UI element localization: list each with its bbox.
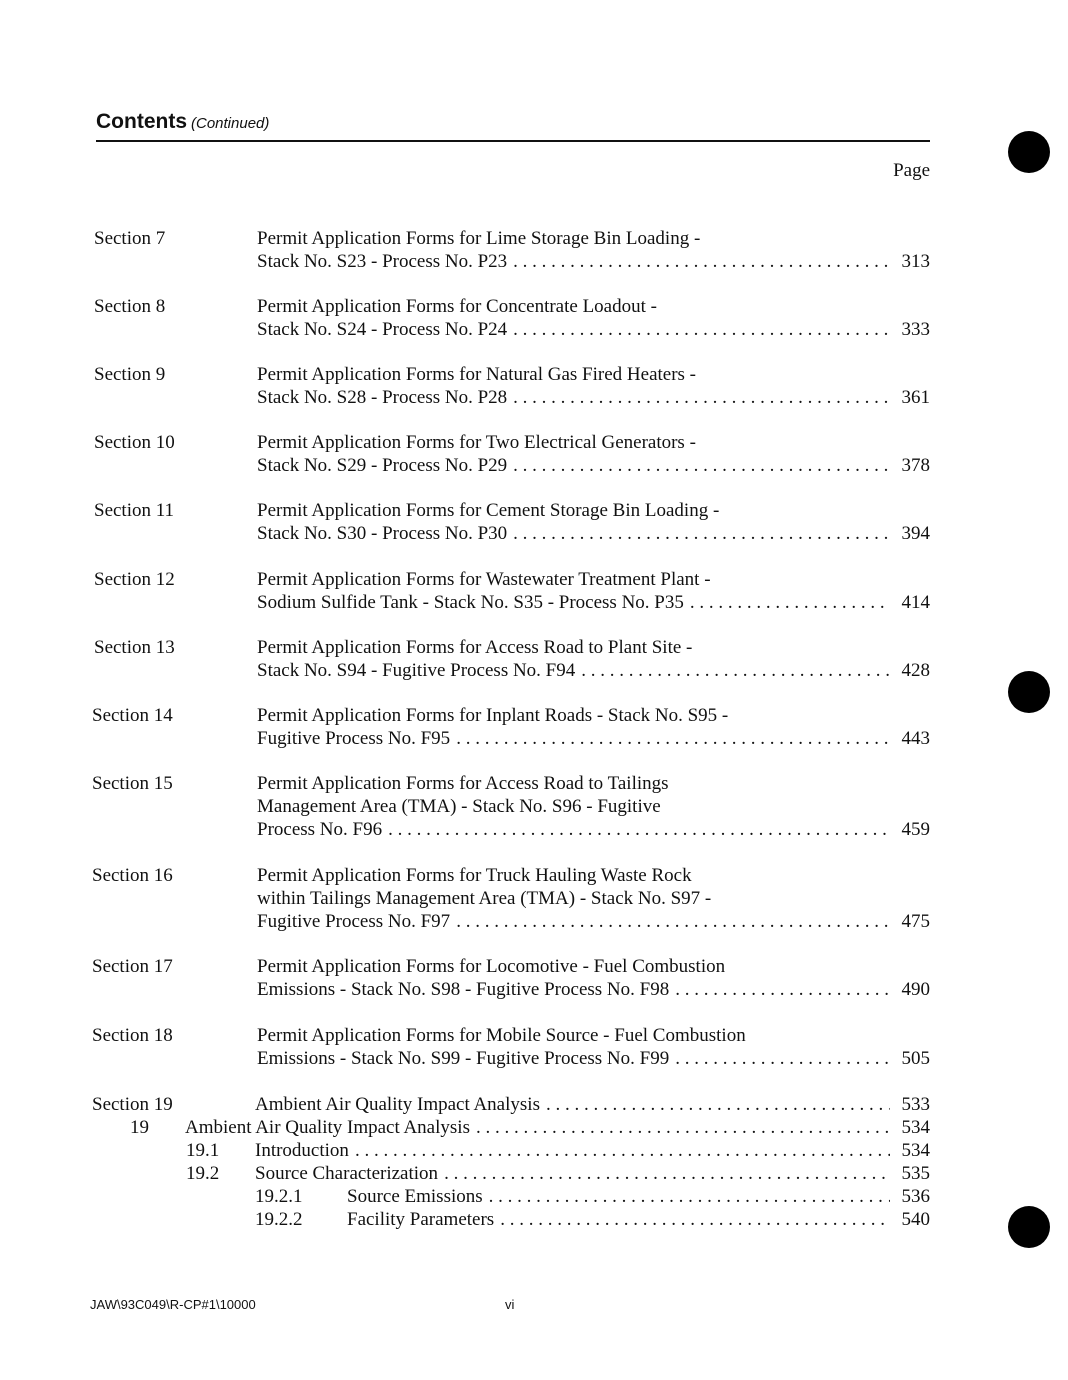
section-18-entry-page: 505 <box>901 1048 930 1069</box>
section-14-entry-text: Fugitive Process No. F95 <box>257 728 451 749</box>
section-7-entry-text: Stack No. S23 - Process No. P23 <box>257 251 508 272</box>
section-18-entry-text: Emissions - Stack No. S99 - Fugitive Process No. F99 <box>257 1048 670 1069</box>
subsection-entry-text: Source Characterization <box>255 1163 439 1184</box>
section-8-label: Section 8 <box>94 296 166 317</box>
dot-leader <box>388 819 890 841</box>
section-10-entry-page: 378 <box>901 455 930 476</box>
subsection-entry <box>255 1140 930 1162</box>
subsection-number: 19.1 <box>186 1140 220 1161</box>
subsection-entry <box>255 1163 930 1185</box>
section-7-entry-page: 313 <box>901 251 930 272</box>
subsection-entry-text: Source Emissions <box>347 1186 483 1207</box>
section-17-entry-page: 490 <box>901 979 930 1000</box>
dot-leader <box>581 660 890 682</box>
section-11-label: Section 11 <box>94 500 175 521</box>
section-13-entry-page: 428 <box>901 660 930 681</box>
section-18-title-line1: Permit Application Forms for Mobile Source - Fuel Combustion <box>257 1025 746 1046</box>
section-12-entry-text: Sodium Sulfide Tank - Stack No. S35 - Process No. P35 <box>257 592 684 613</box>
section-9-entry-page: 361 <box>901 387 930 408</box>
section-16-entry-text: Fugitive Process No. F97 <box>257 911 451 932</box>
section-14-label: Section 14 <box>92 705 173 726</box>
section-10-entry-text: Stack No. S29 - Process No. P29 <box>257 455 508 476</box>
dot-leader <box>690 592 890 614</box>
dot-leader <box>476 1117 890 1139</box>
section-13-title-line1: Permit Application Forms for Access Road to Plant Site - <box>257 637 693 658</box>
binder-hole-bottom <box>1008 1206 1050 1248</box>
section-15-entry-page: 459 <box>901 819 930 840</box>
section-17-entry <box>257 979 930 1001</box>
subsection-entry-page: 540 <box>901 1209 930 1230</box>
dot-leader <box>355 1140 890 1162</box>
section-17-entry-text: Emissions - Stack No. S98 - Fugitive Process No. F98 <box>257 979 670 1000</box>
section-14-entry-page: 443 <box>901 728 930 749</box>
section-17-title-line1: Permit Application Forms for Locomotive - Fuel Combustion <box>257 956 726 977</box>
dot-leader <box>456 911 890 933</box>
section-10-title-line1: Permit Application Forms for Two Electrical Generators - <box>257 432 696 453</box>
binder-hole-middle <box>1008 671 1050 713</box>
dot-leader <box>513 319 890 341</box>
dot-leader <box>513 455 890 477</box>
section-15-entry <box>257 819 930 841</box>
subsection-number: 19.2.2 <box>255 1209 303 1230</box>
section-15-title-line2: Management Area (TMA) - Stack No. S96 - Fugitive <box>257 796 661 817</box>
section-9-entry-text: Stack No. S28 - Process No. P28 <box>257 387 508 408</box>
section-18-label: Section 18 <box>92 1025 173 1046</box>
subsection-entry <box>347 1209 930 1231</box>
header-divider <box>96 140 930 142</box>
section-19-entry-text: Ambient Air Quality Impact Analysis <box>255 1094 540 1115</box>
section-8-entry <box>257 319 930 341</box>
page-number: vi <box>505 1297 515 1312</box>
dot-leader <box>444 1163 890 1185</box>
section-16-title-line1: Permit Application Forms for Truck Hauling Waste Rock <box>257 865 692 886</box>
dot-leader <box>500 1209 890 1231</box>
section-8-entry-page: 333 <box>901 319 930 340</box>
section-13-entry <box>257 660 930 682</box>
dot-leader <box>675 1048 890 1070</box>
section-14-entry <box>257 728 930 750</box>
section-12-label: Section 12 <box>94 569 175 590</box>
dot-leader <box>513 387 890 409</box>
section-12-title-line1: Permit Application Forms for Wastewater Treatment Plant - <box>257 569 711 590</box>
dot-leader <box>513 251 890 273</box>
section-16-label: Section 16 <box>92 865 173 886</box>
section-19-label: Section 19 <box>92 1094 173 1115</box>
section-10-entry <box>257 455 930 477</box>
section-15-entry-text: Process No. F96 <box>257 819 383 840</box>
section-9-entry <box>257 387 930 409</box>
section-19-entry-page: 533 <box>901 1094 930 1115</box>
dot-leader <box>675 979 890 1001</box>
subsection-entry-page: 535 <box>901 1163 930 1184</box>
subsection-entry-text: Ambient Air Quality Impact Analysis <box>185 1117 470 1138</box>
section-15-title-line1: Permit Application Forms for Access Road to Tailings <box>257 773 669 794</box>
subsection-number: 19 <box>130 1117 149 1138</box>
section-7-label: Section 7 <box>94 228 166 249</box>
section-12-entry <box>257 592 930 614</box>
subsection-number: 19.2.1 <box>255 1186 303 1207</box>
section-16-entry-page: 475 <box>901 911 930 932</box>
section-7-entry <box>257 251 930 273</box>
page-column-label: Page <box>893 160 930 181</box>
section-8-entry-text: Stack No. S24 - Process No. P24 <box>257 319 508 340</box>
subsection-entry-page: 534 <box>901 1117 930 1138</box>
section-11-title-line1: Permit Application Forms for Cement Storage Bin Loading - <box>257 500 720 521</box>
dot-leader <box>546 1094 890 1116</box>
page-title: Contents (Continued) <box>96 110 270 133</box>
document-code: JAW\93C049\R-CP#1\10000 <box>90 1297 256 1312</box>
section-13-label: Section 13 <box>94 637 175 658</box>
subsection-number: 19.2 <box>186 1163 220 1184</box>
subsection-entry-page: 534 <box>901 1140 930 1161</box>
continued-label: (Continued) <box>191 115 270 132</box>
section-14-title-line1: Permit Application Forms for Inplant Roads - Stack No. S95 - <box>257 705 729 726</box>
section-17-label: Section 17 <box>92 956 173 977</box>
binder-hole-top <box>1008 131 1050 173</box>
section-11-entry <box>257 523 930 545</box>
subsection-entry-text: Introduction <box>255 1140 349 1161</box>
section-9-label: Section 9 <box>94 364 166 385</box>
dot-leader <box>489 1186 890 1208</box>
section-16-title-line2: within Tailings Management Area (TMA) - Stack No. S97 - <box>257 888 712 909</box>
subsection-entry <box>347 1186 930 1208</box>
section-11-entry-page: 394 <box>901 523 930 544</box>
section-15-label: Section 15 <box>92 773 173 794</box>
section-13-entry-text: Stack No. S94 - Fugitive Process No. F94 <box>257 660 576 681</box>
section-11-entry-text: Stack No. S30 - Process No. P30 <box>257 523 508 544</box>
section-12-entry-page: 414 <box>901 592 930 613</box>
subsection-entry-text: Facility Parameters <box>347 1209 495 1230</box>
section-7-title-line1: Permit Application Forms for Lime Storage Bin Loading - <box>257 228 701 249</box>
section-19-entry <box>255 1094 930 1116</box>
subsection-entry <box>185 1117 930 1139</box>
dot-leader <box>456 728 890 750</box>
section-16-entry <box>257 911 930 933</box>
dot-leader <box>513 523 890 545</box>
section-9-title-line1: Permit Application Forms for Natural Gas Fired Heaters - <box>257 364 697 385</box>
subsection-entry-page: 536 <box>901 1186 930 1207</box>
section-18-entry <box>257 1048 930 1070</box>
section-10-label: Section 10 <box>94 432 175 453</box>
section-8-title-line1: Permit Application Forms for Concentrate Loadout - <box>257 296 657 317</box>
